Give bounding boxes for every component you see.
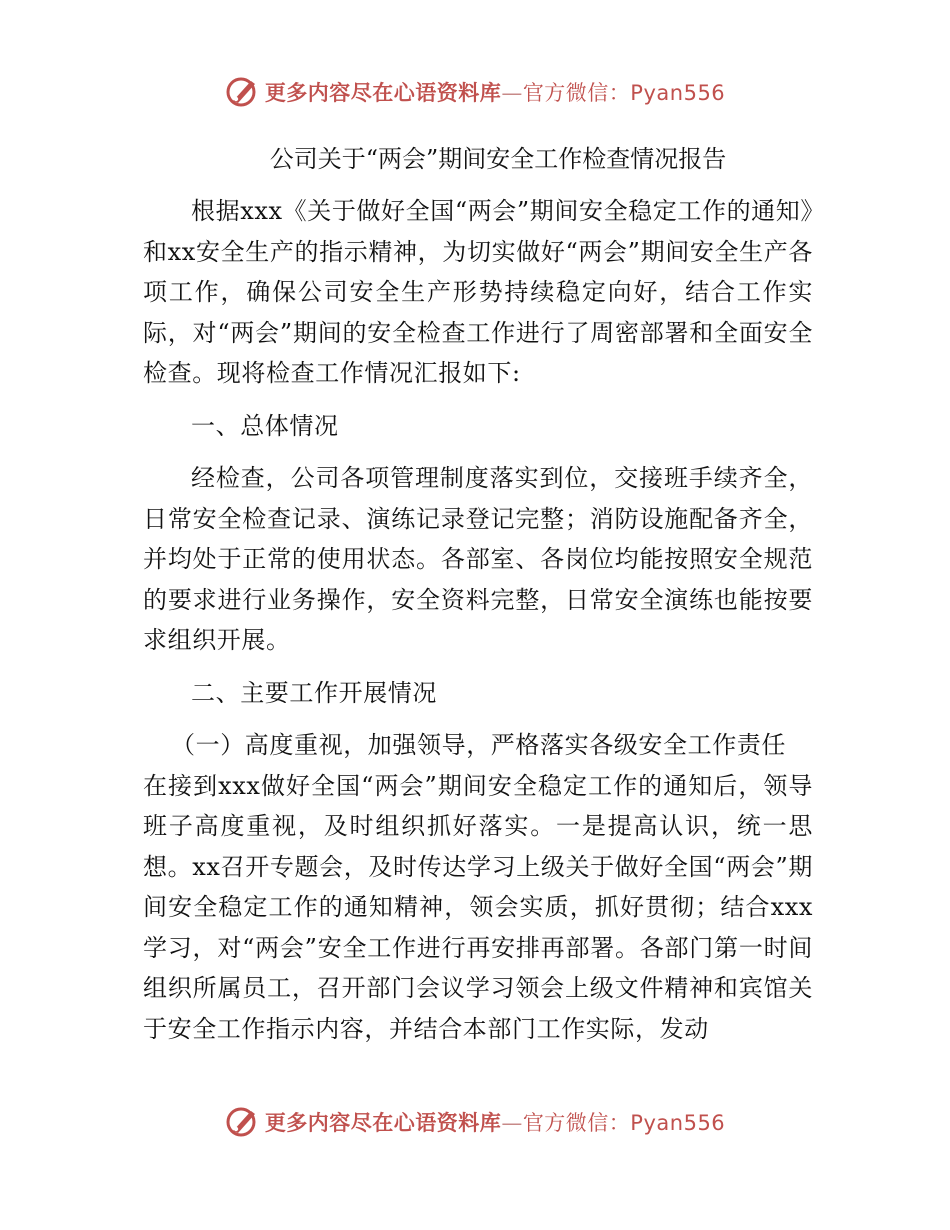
banner-text xyxy=(265,1107,725,1137)
banner-text xyxy=(265,77,725,107)
page-title: 公司关于“两会”期间安全工作检查情况报告 xyxy=(269,145,727,173)
section1-heading: 一、总体情况 xyxy=(191,411,339,440)
footer-banner xyxy=(0,1102,950,1142)
pen-logo-icon xyxy=(225,1105,259,1139)
subsection1-heading: （一）高度重视，加强领导，严格落实各级安全工作责任 xyxy=(171,731,786,759)
header-banner xyxy=(0,72,950,112)
document-body xyxy=(143,139,813,1061)
banner-dash: — xyxy=(501,81,523,105)
intro-paragraph: 根据xxx《关于做好全国“两会”期间安全稳定工作的通知》和xx安全生产的指示精神，为切实做好“两会”期间安全生产各项工作，确保公司安全生产形势持续稳定向好，结合工作实际，对“两会”期间的安全检查工作进行了周密部署和全面安全检查。现将检查工作情况汇报如下: xyxy=(143,197,813,387)
pen-logo-icon xyxy=(225,75,259,109)
subsection1-paragraph: 在接到xxx做好全国“两会”期间安全稳定工作的通知后，领导班子高度重视，及时组织抓好落实。一是提高认识，统一思想。xx召开专题会，及时传达学习上级关于做好全国“两会”期间安全稳定工作的通知精神，领会实质，抓好贯彻；结合xxx学习，对“两会”安全工作进行再安排再部署。各部门第一时间组织所属员工，召开部门会议学习领会上级文件精神和宾馆关于安全工作指示内容，并结合本部门工作实际，发动 xyxy=(143,771,813,1043)
banner-main-text: 更多内容尽在心语资料库 xyxy=(264,1111,502,1135)
section2-heading: 二、主要工作开展情况 xyxy=(191,678,437,707)
banner-wechat-label: 官方微信：Pyan556 xyxy=(522,81,726,105)
banner-dash: — xyxy=(501,1111,523,1135)
section1-paragraph: 经检查，公司各项管理制度落实到位，交接班手续齐全，日常安全检查记录、演练记录登记完整；消防设施配备齐全，并均处于正常的使用状态。各部室、各岗位均能按照安全规范的要求进行业务操作，安全资料完整，日常安全演练也能按要求组织开展。 xyxy=(143,464,813,654)
banner-wechat-label: 官方微信：Pyan556 xyxy=(522,1111,726,1135)
banner-main-text: 更多内容尽在心语资料库 xyxy=(264,81,502,105)
